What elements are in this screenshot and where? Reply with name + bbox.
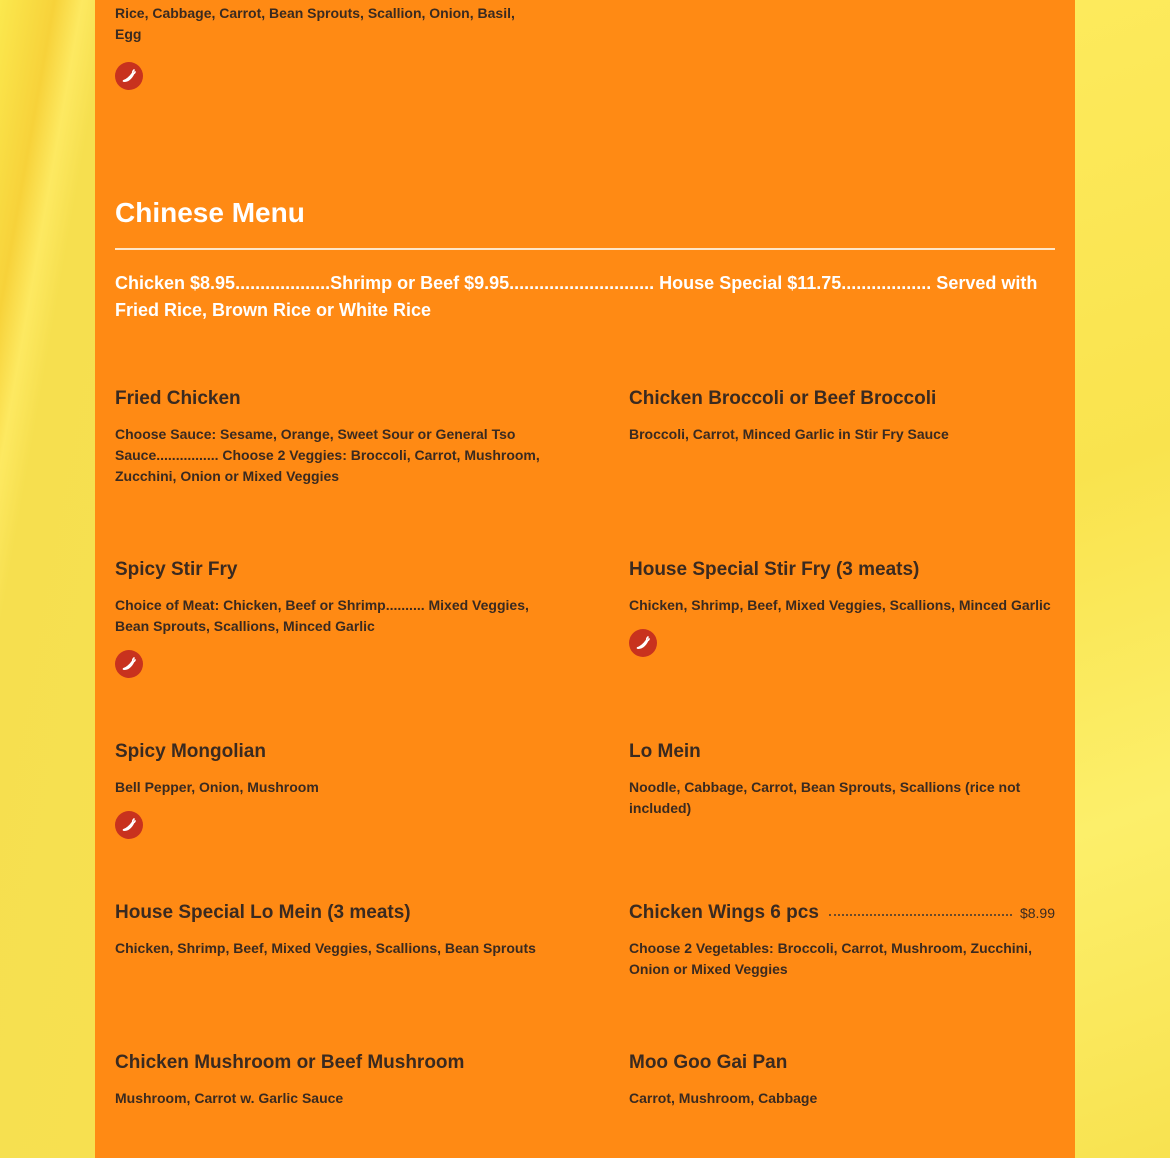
menu-item-price: $8.99 [1019,905,1055,921]
menu-item-title: Spicy Mongolian [115,741,266,762]
price-leader-dots [829,914,1012,916]
section-price-note: Chicken $8.95...................Shrimp or Beef $9.95............................. House Special $11.75.................. Served with Fried Rice, Brown Rice or White Rice [115,273,1038,320]
menu-panel [95,0,1075,1158]
menu-item-title: House Special Lo Mein (3 meats) [115,902,411,923]
chili-pepper-icon [115,62,143,90]
menu-item [115,740,545,839]
menu-item-description: Broccoli, Carrot, Minced Garlic in Stir Fry Sauce [629,426,949,442]
top-menu-item [115,3,535,90]
menu-item-title: Spicy Stir Fry [115,559,238,580]
menu-item-description: Rice, Cabbage, Carrot, Bean Sprouts, Scallion, Onion, Basil, Egg [115,5,515,42]
menu-item-description: Chicken, Shrimp, Beef, Mixed Veggies, Scallions, Minced Garlic [629,597,1051,613]
menu-item-title: Chicken Wings 6 pcs [629,902,819,923]
menu-item-title-row [629,901,1055,925]
chili-pepper-icon [115,650,143,678]
chili-pepper-icon [115,811,143,839]
menu-item-description: Carrot, Mushroom, Cabbage [629,1090,818,1106]
menu-item [115,1051,545,1109]
menu-item [629,740,1059,819]
menu-item-title: Lo Mein [629,741,701,762]
menu-item-title: Chicken Broccoli or Beef Broccoli [629,388,937,409]
background-right [1075,0,1170,1158]
menu-item-title: Fried Chicken [115,388,241,409]
menu-item [115,901,545,959]
menu-item [115,558,545,678]
section-divider [115,248,1055,250]
menu-item-description: Choose 2 Vegetables: Broccoli, Carrot, Mushroom, Zucchini, Onion or Mixed Veggies [629,940,1032,977]
menu-item-description: Noodle, Cabbage, Carrot, Bean Sprouts, Scallions (rice not included) [629,779,1021,816]
menu-item [629,558,1059,657]
chili-pepper-icon [629,629,657,657]
menu-item-description: Mushroom, Carrot w. Garlic Sauce [115,1090,344,1106]
menu-item-description: Chicken, Shrimp, Beef, Mixed Veggies, Scallions, Bean Sprouts [115,940,536,956]
menu-item [629,901,1055,980]
menu-item-title: Chicken Mushroom or Beef Mushroom [115,1052,465,1073]
menu-item-description: Choose Sauce: Sesame, Orange, Sweet Sour or General Tso Sauce................ Choose 2 Veggies: Broccoli, Carrot, Mushroom, Zucchini, Onion or Mixed Veggies [115,426,540,484]
menu-item [629,1051,1059,1109]
menu-item [115,387,545,487]
menu-item-description: Bell Pepper, Onion, Mushroom [115,779,319,795]
menu-item [629,387,1059,445]
menu-item-description: Choice of Meat: Chicken, Beef or Shrimp.......... Mixed Veggies, Bean Sprouts, Scallions, Minced Garlic [115,597,529,634]
section-title: Chinese Menu [115,197,305,228]
menu-item-title: Moo Goo Gai Pan [629,1052,788,1073]
menu-item-title: House Special Stir Fry (3 meats) [629,559,920,580]
